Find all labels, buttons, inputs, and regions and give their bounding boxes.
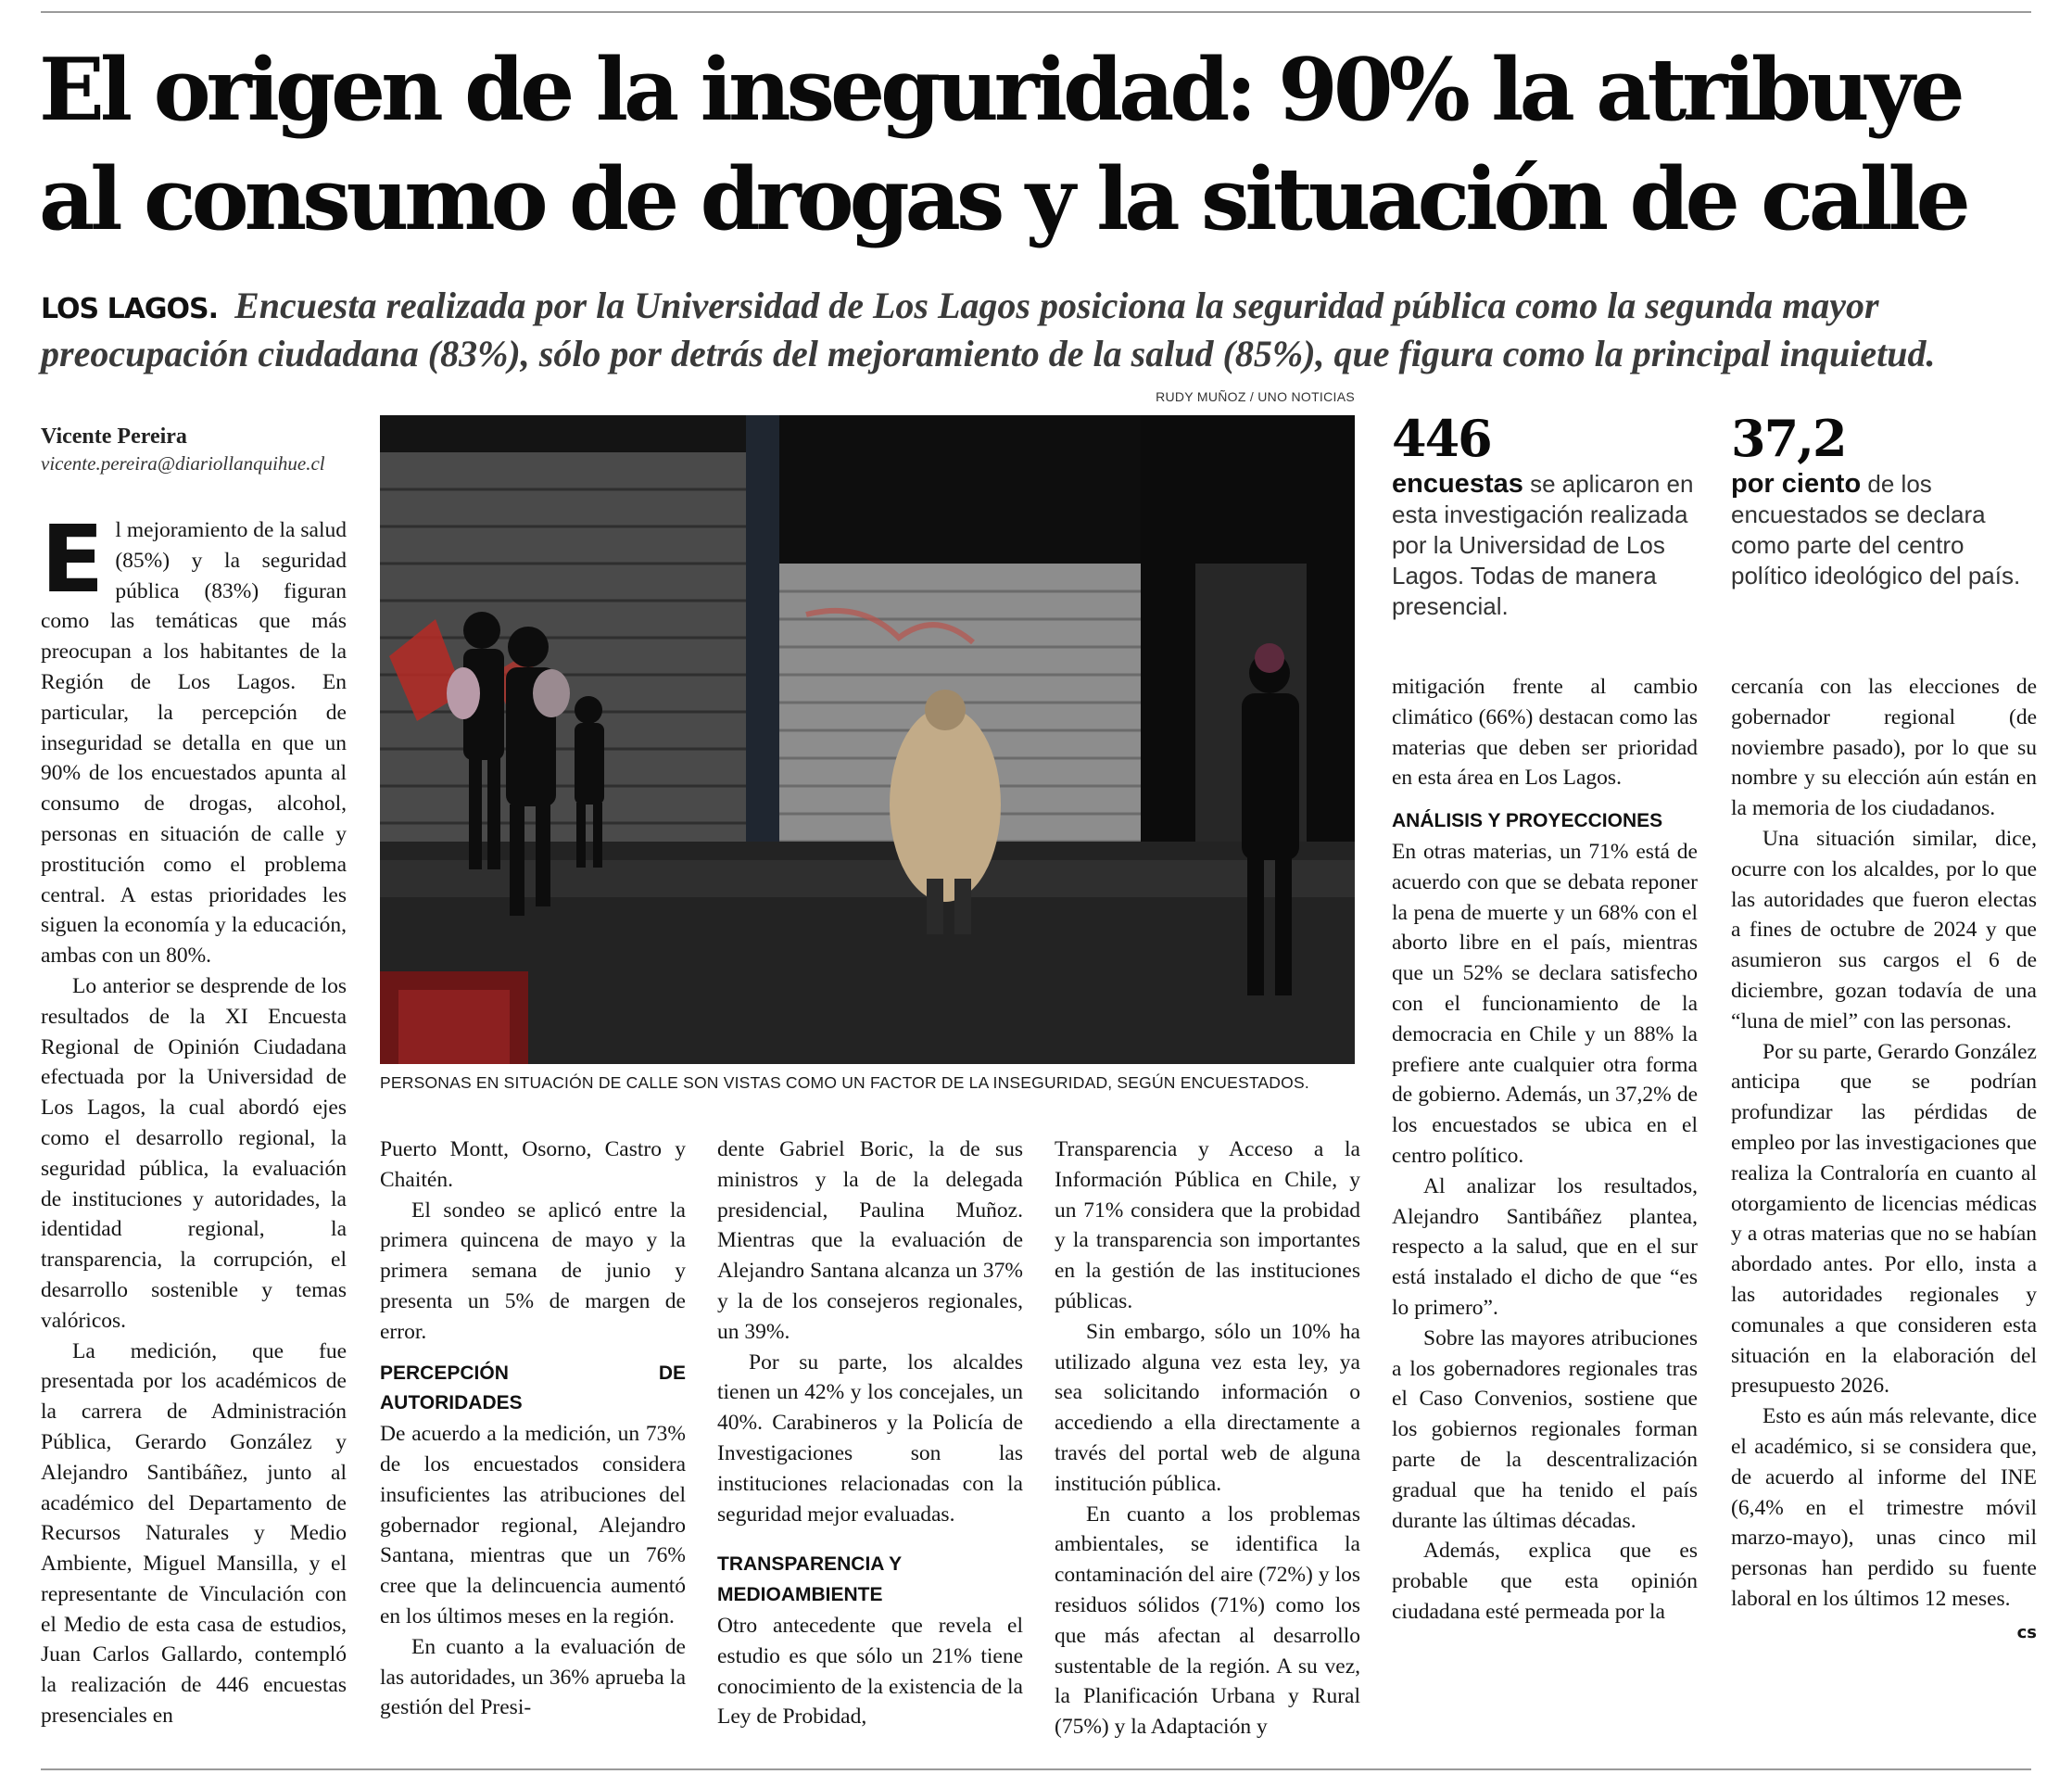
article-column-3 bbox=[717, 1134, 1023, 1732]
deck-text: Encuesta realizada por la Universidad de Los Lagos posiciona la seguridad pública como la segunda mayor preocupación ciudadana (83%), sólo por detrás del mejoramiento de la salud (85%), que figura como la principal inquietud. bbox=[41, 285, 1936, 374]
drop-cap: E bbox=[41, 505, 105, 614]
headline bbox=[39, 35, 2050, 254]
article-paragraph: Una situación similar, dice, ocurre con los alcaldes, por lo que las autoridades que fueron electas a fines de octubre de 2024 y que asumieron sus cargos el 6 de diciembre, gozan todavía de una “luna de miel” con las personas. bbox=[1731, 826, 2037, 1033]
author-name: Vicente Pereira bbox=[41, 425, 187, 449]
deck-kicker: LOS LAGOS. bbox=[41, 293, 219, 325]
article-paragraph: Otro antecedente que revela el estudio es que sólo un 21% tiene conocimiento de la existencia de la Ley de Probidad, bbox=[717, 1613, 1023, 1730]
article-paragraph: Esto es aún más relevante, dice el académico, si se considera que, de acuerdo al informe del INE (6,4% en el trimestre móvil marzo-mayo), unas cinco mil personas han perdido su fuente laboral en los últimos 12 meses. cs bbox=[1731, 1401, 2037, 1615]
article-paragraph: El sondeo se aplicó entre la primera quincena de mayo y la primera semana de junio y presenta un 5% de margen de error. bbox=[380, 1198, 686, 1344]
article-paragraph: Sobre las mayores atribuciones a los gobernadores regionales tras el Caso Convenios, sostiene que los gobiernos regionales forman parte de la descentralización gradual que ha tenido el país durante las últimas décadas. bbox=[1392, 1325, 1698, 1533]
article-paragraph: De acuerdo a la medición, un 73% de los encuestados considera insuficientes las atribuciones del gobernador regional, Alejandro Santana, mientras que un 76% cree que la delincuencia aumentó en los últimos meses en la región. bbox=[380, 1422, 686, 1629]
article-paragraph: En otras materias, un 71% está de acuerdo con que se debata reponer la pena de muerte y un 68% con el aborto libre en el país, mientras que un 52% se declara satisfecho con el funcionamiento de la democracia en Chile y un 88% la prefiere ante cualquier otra forma de gobierno. Además, un 37,2% de los encuestados se ubica en el centro político. bbox=[1392, 839, 1698, 1168]
fact-text: de los encuestados se declara como parte del centro político ideológico del país. bbox=[1731, 470, 2021, 589]
article-paragraph: El mejoramiento de la salud (85%) y la seguridad pública (83%) figuran como las temáticas que más preocupan a los habitantes de la Región de Los Lagos. En particular, la percepción de inseguridad se detalla en que un 90% de los encuestados apunta al consumo de drogas, alcohol, personas en situación de calle y prostitución como el problema central. A estas prioridades les siguen la economía y la educación, ambas con un 80%. bbox=[41, 505, 347, 969]
article-paragraph: Además, explica que es probable que esta opinión ciudadana esté permeada por la bbox=[1392, 1539, 1698, 1624]
top-rule bbox=[41, 11, 2031, 13]
subhead-analisis: ANÁLISIS Y PROYECCIONES bbox=[1392, 810, 1663, 832]
end-mark: cs bbox=[2016, 1622, 2037, 1642]
fact-number: 37,2 bbox=[1731, 409, 1846, 468]
headline-line-2: al consumo de drogas y la situación de calle bbox=[39, 148, 1966, 249]
article-paragraph: cercanía con las elecciones de gobernador regional (de noviembre pasado), por lo que su nombre y su elección aún están en la memoria de los ciudadanos. bbox=[1731, 675, 2037, 821]
subhead-transparencia: TRANSPARENCIA Y MEDIOAMBIENTE bbox=[717, 1553, 903, 1606]
bottom-rule bbox=[41, 1768, 2031, 1770]
article-column-1 bbox=[41, 505, 347, 1731]
photo-credit: RUDY MUÑOZ / UNO NOTICIAS bbox=[1156, 389, 1355, 404]
deck bbox=[41, 284, 2033, 376]
article-paragraph: En cuanto a la evaluación de las autoridades, un 36% aprueba la gestión del Presi- bbox=[380, 1634, 686, 1720]
article-paragraph: Por su parte, Gerardo González anticipa que se podrían profundizar las pérdidas de empleo por las investigaciones que realiza la Contraloría en cuanto al otorgamiento de licencias médicas y a otras materias que no se habían abordado antes. Por ello, insta a las autoridades regionales y comunales a que consideren esta situación en la elaboración del presupuesto 2026. bbox=[1731, 1039, 2037, 1399]
fact-label: por ciento bbox=[1731, 469, 1862, 499]
article-paragraph: Al analizar los resultados, Alejandro Santibáñez plantea, respecto a la salud, que en el sur está instalado el dicho de que “es lo primero”. bbox=[1392, 1173, 1698, 1320]
article-paragraph: En cuanto a los problemas ambientales, se identifica la contaminación del aire (72%) y los residuos sólidos (71%) como los que más afectan al desarrollo sustentable de la región. A su vez, la Planificación Urbana y Rural (75%) y la Adaptación y bbox=[1055, 1502, 1360, 1740]
article-paragraph: Sin embargo, sólo un 10% ha utilizado alguna vez esta ley, ya sea solicitando información o accediendo a ella directamente a través del portal web de alguna institución pública. bbox=[1055, 1319, 1360, 1496]
article-paragraph: Transparencia y Acceso a la Información Pública en Chile, y un 71% considera que la probidad y la transparencia son importantes en la gestión de las instituciones públicas. bbox=[1055, 1137, 1360, 1313]
article-paragraph: Puerto Montt, Osorno, Castro y Chaitén. bbox=[380, 1137, 686, 1192]
news-photo bbox=[380, 415, 1355, 1064]
article-paragraph: La medición, que fue presentada por los académicos de la carrera de Administración Pública, Gerardo González y Alejandro Santibáñez, junto al académico del Departamento de Recursos Naturales y Medio Ambiente, Miguel Mansilla, y el representante de Vinculación con el Medio de esta casa de estudios, Juan Carlos Gallardo, contempló la realización de 446 encuestas presenciales en bbox=[41, 1338, 347, 1729]
factbox-encuestas bbox=[1392, 408, 1698, 622]
headline-line-1: El origen de la inseguridad: 90% la atribuye bbox=[39, 39, 1961, 140]
byline bbox=[41, 423, 347, 476]
article-column-4 bbox=[1055, 1134, 1360, 1743]
article-paragraph: dente Gabriel Boric, la de sus ministros y la de la delegada presidencial, Paulina Muñoz. Mientras que la evaluación de Alejandro Santana alcanza un 37% y la de los consejeros regionales, un 39%. bbox=[717, 1137, 1023, 1344]
author-email[interactable]: vicente.pereira@diariollanquihue.cl bbox=[41, 452, 325, 475]
article-paragraph: Lo anterior se desprende de los resultados de la XI Encuesta Regional de Opinión Ciudadana efectuada por la Universidad de Los Lagos, la cual abordó ejes como el desarrollo regional, la seguridad pública, la evaluación de instituciones y autoridades, la identidad regional, la transparencia, la corrupción, el desarrollo sostenible y temas valóricos. bbox=[41, 973, 347, 1333]
article-paragraph: mitigación frente al cambio climático (66%) destacan como las materias que deben ser prioridad en esta área en Los Lagos. bbox=[1392, 675, 1698, 791]
article-column-2 bbox=[380, 1134, 686, 1723]
factbox-centro-politico bbox=[1731, 408, 2037, 591]
fact-label: encuestas bbox=[1392, 469, 1523, 499]
photo-caption: PERSONAS EN SITUACIÓN DE CALLE SON VISTAS COMO UN FACTOR DE LA INSEGURIDAD, SEGÚN ENCUESTADOS. bbox=[380, 1073, 1309, 1092]
fact-text: se aplicaron en esta investigación realizada por la Universidad de Los Lagos. Todas de manera presencial. bbox=[1392, 470, 1694, 620]
article-column-5 bbox=[1392, 672, 1698, 1628]
article-paragraph: Por su parte, los alcaldes tienen un 42% y los concejales, un 40%. Carabineros y la Policía de Investigaciones son las instituciones relacionadas con la seguridad mejor evaluadas. bbox=[717, 1350, 1023, 1527]
subhead-percepcion: PERCEPCIÓN DE AUTORIDADES bbox=[380, 1362, 686, 1414]
fact-number: 446 bbox=[1392, 409, 1491, 468]
article-column-6 bbox=[1731, 672, 2037, 1649]
street-scene-illustration bbox=[380, 415, 1355, 1064]
